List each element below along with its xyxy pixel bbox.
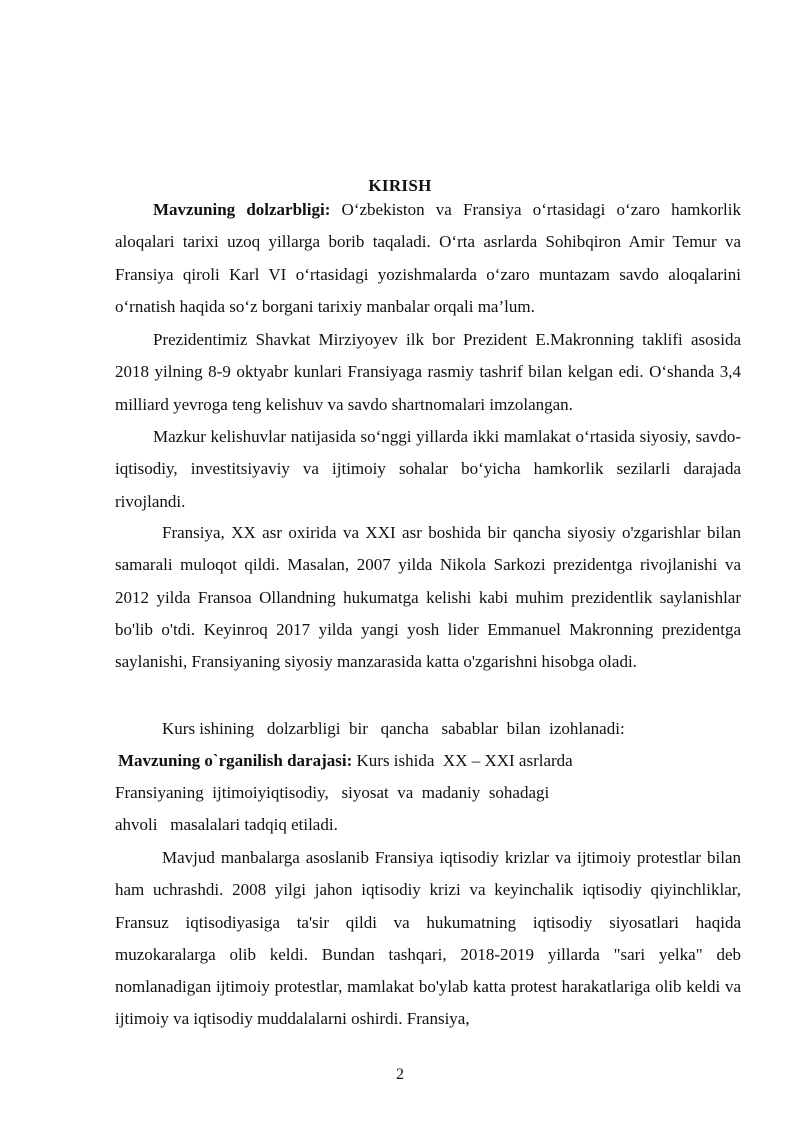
study-degree-heading: Mavzuning o`rganilish darajasi: xyxy=(118,751,353,770)
paragraph-agreements: Mazkur kelishuvlar natijasida so‘nggi yillarda ikki mamlakat o‘rtasida siyosiy, savdo-iqtisodiy, investitsiyaviy va ijtimoiy sohalar bo‘yicha hamkorlik sezilarli darajada rivojlandi. xyxy=(115,427,741,511)
page-number: 2 xyxy=(396,1066,404,1083)
page-title: KIRISH xyxy=(368,176,432,195)
paragraph-political-changes: Fransiya, XX asr oxirida va XXI asr boshida bir qancha siyosiy o'zgarishlar bilan samarali muloqot qildi. Masalan, 2007 yilda Nikola Sarkozi prezidentga rivojlanishi va 2012 yilda Fransoa Ollandning hukumatga kelishi kabi muhim prezidentlik saylanishlar bo'lib o'tdi. Keyinroq 2017 yilda yangi yosh lider Emmanuel Makronning prezidentga saylanishi, Fransiyaning siyosiy manzarasida katta o'zgarishni hisobga oladi. xyxy=(115,523,741,672)
study-degree-line xyxy=(118,745,573,777)
relevance-text: O‘zbekiston va Fransiya o‘rtasidagi o‘zaro hamkorlik aloqalari tarixi uzoq yillarga borib taqaladi. O‘rta asrlarda Sohibqiron Amir Temur va Fransiya qiroli Karl VI o‘rtasidagi yozishmalarda o‘zaro muntazam savdo aloqalarini o‘rnatish haqida so‘z borgani tarixiy manbalar orqali ma’lum. xyxy=(115,200,741,316)
relevance-heading: Mavzuning dolzarbligi: xyxy=(153,200,331,219)
study-degree-line-3: ahvoli masalalari tadqiq etiladi. xyxy=(115,815,338,834)
study-degree-line-2: Fransiyaning ijtimoiyiqtisodiy, siyosat va madaniy sohadagi xyxy=(115,783,550,802)
course-work-relevance-line: Kurs ishining dolzarbligi bir qancha sabablar bilan izohlanadi: xyxy=(162,719,625,738)
paragraph-economic-crises: Mavjud manbalarga asoslanib Fransiya iqtisodiy krizlar va ijtimoiy protestlar bilan ham uchrashdi. 2008 yilgi jahon iqtisodiy krizi va keyinchalik iqtisodiy qiyinchliklar, Fransuz iqtisodiyasiga ta'sir qildi va hukumatning iqtisodiy siyosatlari haqida muzokaralarga olib keldi. Bundan tashqari, 2018-2019 yillarda "sari yelka" deb nomlanadigan ijtimoiy protestlar, mamlakat bo'ylab katta protest harakatlariga olib keldi va ijtimoiy va iqtisodiy muddalalarni oshirdi. Fransiya, xyxy=(115,848,741,1029)
paragraph-president-visit: Prezidentimiz Shavkat Mirziyoyev ilk bor Prezident E.Makronning taklifi asosida 2018 yilning 8-9 oktyabr kunlari Fransiyaga rasmiy tashrif bilan kelgan edi. O‘shanda 3,4 milliard yevroga teng kelishuv va savdo shartnomalari imzolangan. xyxy=(115,330,741,414)
study-degree-text: Kurs ishida XX – XXI asrlarda xyxy=(352,751,573,770)
paragraph-relevance xyxy=(115,194,741,323)
